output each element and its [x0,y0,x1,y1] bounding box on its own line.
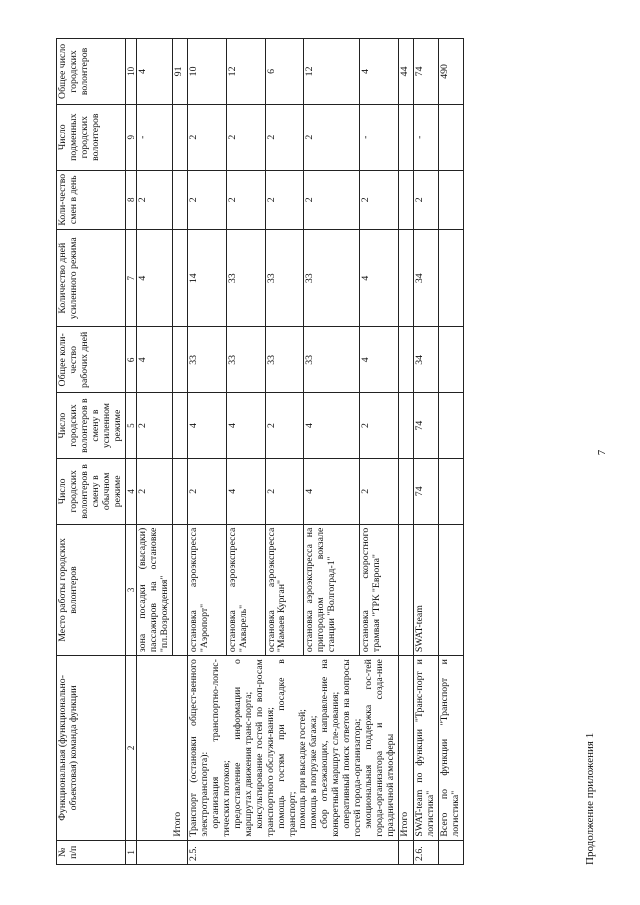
total-label: Итого [399,656,414,840]
header-num: № п/п [57,840,126,864]
grand-total-row [439,39,464,865]
place-cell: остановка аэроэкспресса "Мамаев Курган" [265,524,304,655]
function-cell: SWAT-team по функции "Транс-порт и логистика" [414,656,439,840]
colnum: 6 [125,327,136,393]
header-place: Место работы городских волонтеров [57,524,126,655]
place-cell: остановка скоростного трамвая "ТРК "Европа" [360,524,399,655]
total-value: 91 [172,39,187,105]
colnum: 10 [125,39,136,105]
colnum: 8 [125,170,136,229]
page-number: 7 [596,449,608,456]
total-label: Итого [172,656,187,840]
table-row: 2.6. SWAT-team по функции "Транс-порт и логистика" SWAT-team 74 74 34 34 2 - 74 [414,39,439,865]
table-row: остановка скоростного трамвая "ТРК "Европа" 2 2 4 4 2 - 4 [360,39,399,865]
colnum: 4 [125,458,136,524]
row-number: 2.5. [187,840,398,864]
grand-total-label: Всего по функции "Транспорт и логистика" [439,656,464,840]
place-cell: остановка аэроэкспресса "Акварель" [226,524,265,655]
header-total: Общее число городских волонтеров [57,39,126,105]
header-reserve: Число подменных городских волонтеров [57,104,126,170]
colnum: 2 [125,656,136,840]
header-shifts-per-day: Коли-чество смен в день [57,170,126,229]
table-row: 2.5. Транспорт (остановки общест-венного электротранспорта): организация транспортно-логис-тических потоков; предоставление информации о маршрутах движения транс-порта; консультирование гостей по воп-росам транспортного обслужи-вания; помощь гостям при посадке в транспорт; помощь при высадке гостей; помощь в погрузке багажа; сбор отъезжающих, направле-ние на конкретный маршрут сле-дования; оперативный поиск ответов на вопросы гостей города-организатора; эмоциональная поддержка гос-тей города-организатора и созда-ние праздничной атмосферы остановка аэроэкспресса "Аэропорт" 2 4 33 14 2 2 10 [187,39,226,865]
header-enhanced-shift: Число городских волонтеров в смену в усиленном режиме [57,393,126,459]
table-row: остановка аэроэкспресса "Мамаев Курган" 2 2 33 33 2 2 6 [265,39,304,865]
row-number: 2.6. [414,840,439,864]
total-row [172,39,187,865]
header-enhanced-days: Количество дней усиленного режима [57,229,126,327]
header-normal-shift: Число городских волонтеров в смену в обычном режиме [57,458,126,524]
table-row: остановка аэроэкспресса на пригородном вокзале станции "Волгоград-1" 4 4 33 33 2 2 12 [304,39,360,865]
header-function: Функциональная (функционально-объектовая) команда функции [57,656,126,840]
total-row [399,39,414,865]
column-number-row [125,39,136,865]
colnum: 7 [125,229,136,327]
header-row [57,39,126,865]
colnum: 9 [125,104,136,170]
colnum: 3 [125,524,136,655]
place-cell: остановка аэроэкспресса на пригородном вокзале станции "Волгоград-1" [304,524,360,655]
volunteers-table [56,38,464,865]
header-work-days: Общее коли-чество рабочих дней [57,327,126,393]
colnum: 5 [125,393,136,459]
table-row: остановка аэроэкспресса "Акварель" 4 4 33 33 2 2 12 [226,39,265,865]
place-cell: остановка аэроэкспресса "Аэропорт" [187,524,226,655]
total-value: 44 [399,39,414,105]
place-cell: зона посадки (высадки) пассажиров на остановке "пл.Возрождения" [136,524,172,655]
place-cell: SWAT-team [414,524,439,655]
appendix-caption: Продолжение приложения 1 [584,732,596,865]
grand-total-value: 490 [439,39,464,105]
function-cell: Транспорт (остановки общест-венного электротранспорта): организация транспортно-логис-тических потоков; предоставление информации о маршрутах движения транс-порта; консультирование гостей по воп-росам транспортного обслужи-вания; помощь гостям при посадке в транспорт; помощь при высадке гостей; помощь в погрузке багажа; сбор отъезжающих, направле-ние на конкретный маршрут сле-дования; оперативный поиск ответов на вопросы гостей города-организатора; эмоциональная поддержка гос-тей города-организатора и созда-ние праздничной атмосферы [187,656,398,840]
table-row: зона посадки (высадки) пассажиров на остановке "пл.Возрождения" 2 2 4 4 2 - 4 [136,39,172,865]
colnum: 1 [125,840,136,864]
